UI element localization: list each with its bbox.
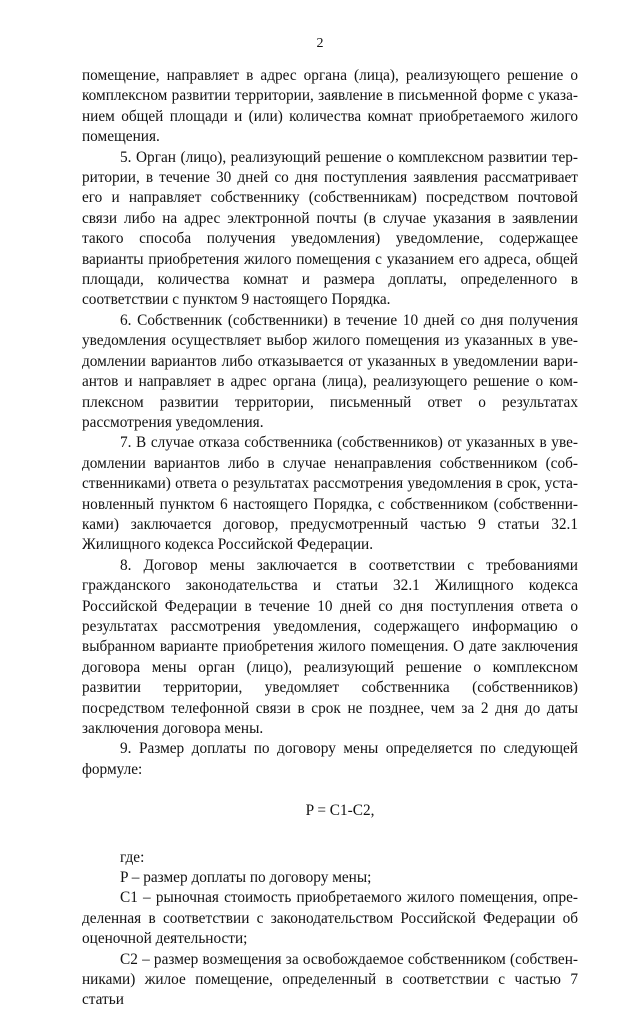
definition-p: P – размер доплаты по договору мены;: [120, 869, 372, 887]
paragraph-5: 5. Орган (лицо), реализующий решение о комплексном развитии территории, в течение 30 дней со дня поступления заявления рассматривает его и направляет собственнику (собственникам) посредством почтовой связи либо на адрес электронной почты (в случае указания в заявлении такого способа получения уведомления) уведомление, содержащее варианты приобретения жилого помещения с указанием его адреса, общей площади, количества комнат и размера доплаты, определенного в соответствии с пунктом 9 настоящего Порядка.: [82, 148, 578, 309]
where-label: где:: [120, 848, 145, 866]
definition-c1: C1 – рыночная стоимость приобретаемого жилого помещения, определенная в соответствии с законодательством Российской Федерации об оценочной деятельности;: [82, 889, 578, 948]
paragraph-continuation: помещение, направляет в адрес органа (лица), реализующего решение о комплексном развитии территории, заявление в письменной форме с указанием общей площади и (или) количества комнат приобретаемого жилого помещения.: [82, 67, 578, 146]
document-body: [82, 66, 578, 1011]
paragraph-7: 7. В случае отказа собственника (собственников) от указанных в уведомлении вариантов либо в случае ненаправления собственником (собственниками) ответа о результатах рассмотрения уведомления в срок, установленный пунктом 6 настоящего Порядка, с собственником (собственниками) заключается договор, предусмотренный частью 9 статьи 32.1 Жилищного кодекса Российской Федерации.: [82, 434, 578, 554]
paragraph-8: 8. Договор мены заключается в соответствии с требованиями гражданского законодательства и статьи 32.1 Жилищного кодекса Российской Федерации в течение 10 дней со дня поступления ответа о результатах рассмотрения уведомления, содержащего информацию о выбранном варианте приобретения жилого помещения. О дате заключения договора мены орган (лицо), реализующий решение о комплексном развитии территории, уведомляет собственника (собственников) посредством телефонной связи в срок не позднее, чем за 2 дня до даты заключения договора мены.: [82, 556, 578, 737]
definition-c2: C2 – размер возмещения за освобождаемое собственником (собственниками) жилое помещение, определенный в соответствии с частью 7 статьи: [82, 950, 578, 1009]
paragraph-9: 9. Размер доплаты по договору мены определяется по следующей формуле:: [82, 740, 578, 778]
formula: P = C1-C2,: [305, 802, 375, 820]
page-number: 2: [316, 36, 324, 51]
paragraph-6: 6. Собственник (собственники) в течение 10 дней со дня получения уведомления осуществляет выбор жилого помещения из указанных в уведомлении вариантов либо отказывается от указанных в уведомлении вариантов и направляет в адрес органа (лица), реализующего решение о комплексном развитии территории, письменный ответ о результатах рассмотрения уведомления.: [82, 311, 578, 431]
